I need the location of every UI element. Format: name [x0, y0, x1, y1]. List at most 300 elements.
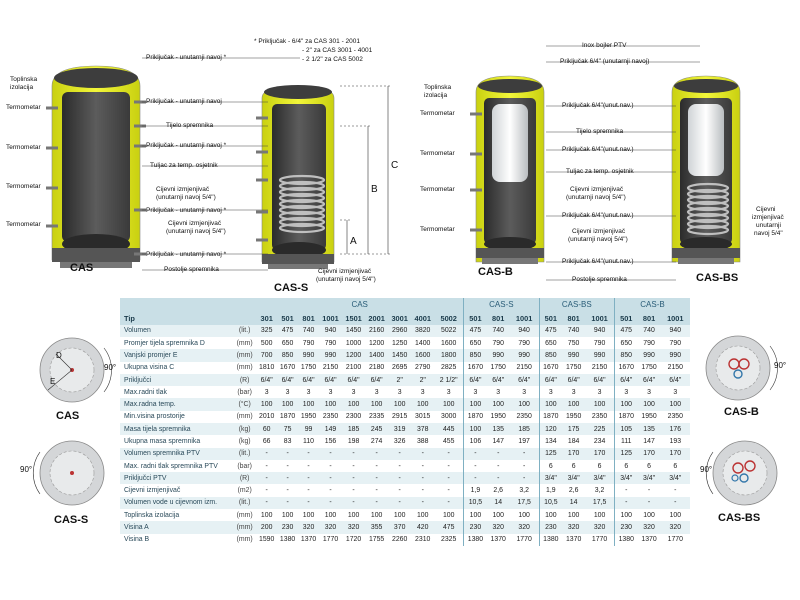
table-param-name: Ukupna visina C — [120, 362, 233, 374]
table-cell: - — [614, 497, 637, 509]
table-cell: 83 — [277, 435, 298, 447]
table-cell: 475 — [434, 521, 463, 533]
table-row — [120, 534, 690, 546]
table-cell: 170 — [638, 448, 661, 460]
table-cell: 990 — [562, 349, 585, 361]
table-cell: 200 — [256, 521, 277, 533]
table-cell: 790 — [585, 337, 614, 349]
caption-cas-b: CAS-B — [478, 266, 513, 278]
table-param-name: Volumen spremnika PTV — [120, 448, 233, 460]
table-cell: 1950 — [638, 411, 661, 423]
table-cell: 175 — [562, 423, 585, 435]
table-row — [120, 472, 690, 484]
table-cell: 2915 — [388, 411, 411, 423]
table-cell: 650 — [539, 337, 562, 349]
table-cell: 1200 — [365, 337, 388, 349]
table-cell: 990 — [298, 349, 319, 361]
table-cell: 100 — [661, 509, 690, 521]
table-cell: - — [661, 497, 690, 509]
table-header-model: 2001 — [365, 311, 388, 324]
table-cell: 100 — [298, 509, 319, 521]
table-param-name: Min.visina prostorije — [120, 411, 233, 423]
table-cell: 135 — [638, 423, 661, 435]
table-group-header: CAS — [256, 298, 463, 311]
table-cell: 475 — [614, 325, 637, 337]
table-row — [120, 497, 690, 509]
table-cell: 100 — [562, 398, 585, 410]
table-cell: 1670 — [277, 362, 298, 374]
table-cell: 850 — [614, 349, 637, 361]
table-cell: - — [342, 484, 365, 496]
label-tuljac-b: Tuljac za temp. osjetnik — [566, 168, 634, 175]
table-cell: 3 — [365, 386, 388, 398]
table-cell: 1250 — [388, 337, 411, 349]
table-cell: 2825 — [434, 362, 463, 374]
table-cell: - — [342, 448, 365, 460]
table-cell: - — [365, 497, 388, 509]
caption-cas-bs: CAS-BS — [696, 272, 739, 284]
table-cell: 125 — [539, 448, 562, 460]
table-param-name: Priključci PTV — [120, 472, 233, 484]
table-header-model: 801 — [562, 311, 585, 324]
table-cell: 6/4" — [319, 374, 342, 386]
table-param-name: Toplinska izolacija — [120, 509, 233, 521]
table-cell: 6/4" — [298, 374, 319, 386]
label-termometar-b3: Termometar — [420, 186, 455, 193]
table-cell: 106 — [464, 435, 487, 447]
table-cell: 2,6 — [562, 484, 585, 496]
table-cell: - — [365, 484, 388, 496]
table-cell: 2350 — [661, 411, 690, 423]
table-row — [120, 423, 690, 435]
table-param-unit: (bar) — [233, 386, 256, 398]
top-dim-d: D — [56, 351, 62, 360]
label-cijevni-b3: Cijevni izmjenjivač — [572, 228, 626, 235]
table-cell: - — [256, 460, 277, 472]
table-cell: 1400 — [411, 337, 434, 349]
table-cell: - — [411, 460, 434, 472]
table-cell: 2160 — [365, 325, 388, 337]
note-line-2: - 2" za CAS 3001 - 4001 — [302, 47, 373, 54]
label-prikljucak-unut-1: Priključak 6/4"(unut.nav.) — [562, 102, 634, 109]
table-cell: 100 — [411, 509, 434, 521]
label-termometar-2: Termometar — [6, 144, 41, 151]
table-group-row — [120, 298, 690, 311]
label-cijevni-2a: Cijevni izmjenjivač — [168, 220, 222, 227]
table-cell: 2150 — [319, 362, 342, 374]
table-header-model: 4001 — [411, 311, 434, 324]
table-cell: - — [434, 484, 463, 496]
table-cell: - — [298, 484, 319, 496]
table-cell: 6/4" — [464, 374, 487, 386]
label-cijevni-1a: Cijevni izmjenjivač — [156, 186, 210, 193]
table-cell: 6/4" — [585, 374, 614, 386]
table-cell: 320 — [510, 521, 539, 533]
table-cell: 1670 — [464, 362, 487, 374]
table-cell: 230 — [614, 521, 637, 533]
table-cell: 6/4" — [661, 374, 690, 386]
table-cell: 6/4" — [539, 374, 562, 386]
table-cell: 320 — [562, 521, 585, 533]
table-row — [120, 484, 690, 496]
label-prikljucak-2: Priključak - unutarnji navoj — [146, 98, 222, 105]
table-cell: 370 — [388, 521, 411, 533]
table-cell: 3 — [464, 386, 487, 398]
table-cell: 100 — [464, 423, 487, 435]
table-cell: 5022 — [434, 325, 463, 337]
label-termometar-4: Termometar — [6, 221, 41, 228]
table-cell: 1670 — [539, 362, 562, 374]
table-param-name: Volumen — [120, 325, 233, 337]
table-cell: 10,5 — [539, 497, 562, 509]
table-cell: 230 — [277, 521, 298, 533]
table-cell: 100 — [661, 398, 690, 410]
label-cijevni-b1: Cijevni izmjenjivač — [570, 186, 624, 193]
table-cell: 6 — [585, 460, 614, 472]
table-cell: 455 — [434, 435, 463, 447]
table-cell: 170 — [585, 448, 614, 460]
table-cell: - — [388, 448, 411, 460]
table-group-header: CAS-B — [614, 298, 690, 311]
table-cell: 700 — [256, 349, 277, 361]
table-cell: 940 — [585, 325, 614, 337]
label-cijevni-b2: (unutarnji navoj 5/4") — [566, 194, 626, 201]
table-cell: 990 — [585, 349, 614, 361]
table-cell: 245 — [365, 423, 388, 435]
table-cell: 2 1/2" — [434, 374, 463, 386]
table-cell: 100 — [614, 398, 637, 410]
spec-table — [120, 298, 690, 546]
table-cell: 3 — [614, 386, 637, 398]
table-cell: 1770 — [319, 534, 342, 546]
table-cell: 60 — [256, 423, 277, 435]
table-cell: - — [298, 472, 319, 484]
table-cell: 3 — [388, 386, 411, 398]
table-cell: 100 — [342, 509, 365, 521]
table-cell: 1800 — [434, 349, 463, 361]
label-prikljucak-64: Priključak 6/4" (unutarnji navoj) — [560, 58, 650, 65]
label-termometar-3: Termometar — [6, 183, 41, 190]
table-cell: - — [298, 460, 319, 472]
table-cell: 2180 — [365, 362, 388, 374]
table-cell: 100 — [388, 398, 411, 410]
table-cell: 100 — [585, 509, 614, 521]
table-cell: 3 — [298, 386, 319, 398]
table-cell: - — [365, 460, 388, 472]
table-cell: 2260 — [388, 534, 411, 546]
table-cell: 3 — [411, 386, 434, 398]
table-cell: 1000 — [342, 337, 365, 349]
table-cell: 100 — [365, 398, 388, 410]
table-cell: 6/4" — [510, 374, 539, 386]
table-cell: 320 — [638, 521, 661, 533]
table-cell: 1870 — [539, 411, 562, 423]
table-cell: 3 — [319, 386, 342, 398]
table-cell: 3820 — [411, 325, 434, 337]
table-cell: 445 — [434, 423, 463, 435]
table-cell: 1750 — [562, 362, 585, 374]
table-cell: 100 — [638, 509, 661, 521]
table-cell: - — [388, 497, 411, 509]
table-cell: 1770 — [585, 534, 614, 546]
table-cell: 10,5 — [464, 497, 487, 509]
table-cell: 100 — [434, 509, 463, 521]
table-cell: 6/4" — [562, 374, 585, 386]
table-header-model: 501 — [277, 311, 298, 324]
table-row — [120, 521, 690, 533]
table-cell: - — [256, 484, 277, 496]
table-cell: - — [510, 460, 539, 472]
table-row — [120, 325, 690, 337]
table-cell: 320 — [342, 521, 365, 533]
table-cell: 1870 — [614, 411, 637, 423]
table-cell: 6 — [661, 460, 690, 472]
table-header-model: 1001 — [510, 311, 539, 324]
table-header-tip: Tip — [120, 311, 256, 324]
table-param-unit: (mm) — [233, 337, 256, 349]
table-cell: - — [319, 484, 342, 496]
table-cell: 274 — [365, 435, 388, 447]
table-cell: 100 — [614, 509, 637, 521]
table-cell: - — [256, 497, 277, 509]
table-cell: 650 — [277, 337, 298, 349]
table-cell: - — [411, 448, 434, 460]
label-termometar-b1: Termometar — [420, 110, 455, 117]
table-cell: 135 — [487, 423, 510, 435]
table-cell: 500 — [256, 337, 277, 349]
top-dim-e: E — [50, 377, 56, 386]
table-header-model: 1001 — [319, 311, 342, 324]
table-cell: 650 — [614, 337, 637, 349]
table-header-model: 801 — [487, 311, 510, 324]
table-cell: 17,5 — [585, 497, 614, 509]
label-cijevni-bottom-b: (unutarnji navoj 5/4") — [316, 276, 376, 283]
table-cell: 100 — [464, 398, 487, 410]
table-cell: 193 — [661, 435, 690, 447]
label-cijevni-right-3: unutarnji — [756, 222, 781, 229]
label-cijevni-right-2: izmjenjivač — [752, 214, 784, 221]
table-param-name: Visina A — [120, 521, 233, 533]
table-cell: - — [277, 497, 298, 509]
table-param-unit: (R) — [233, 374, 256, 386]
angle-cas: 90° — [104, 363, 117, 372]
table-cell: - — [487, 460, 510, 472]
table-cell: 1870 — [277, 411, 298, 423]
table-cell: 225 — [585, 423, 614, 435]
table-cell: 100 — [277, 509, 298, 521]
table-cell: 1,9 — [464, 484, 487, 496]
table-cell: 100 — [319, 509, 342, 521]
table-param-unit: (lit.) — [233, 497, 256, 509]
table-cell: 3/4" — [539, 472, 562, 484]
table-cell: 1770 — [661, 534, 690, 546]
table-cell: 378 — [411, 423, 434, 435]
table-cell: 3000 — [434, 411, 463, 423]
table-cell: 750 — [562, 337, 585, 349]
table-header-model: 501 — [464, 311, 487, 324]
table-cell: 1600 — [434, 337, 463, 349]
table-param-name: Promjer tijela spremnika D — [120, 337, 233, 349]
table-cell: 149 — [319, 423, 342, 435]
table-cell: 1370 — [562, 534, 585, 546]
table-cell: 6/4" — [614, 374, 637, 386]
table-cell: 1380 — [277, 534, 298, 546]
table-cell: 2350 — [585, 411, 614, 423]
table-cell: 990 — [319, 349, 342, 361]
table-cell: 6/4" — [487, 374, 510, 386]
table-param-unit: (kg) — [233, 423, 256, 435]
table-cell: 650 — [464, 337, 487, 349]
table-cell: - — [614, 484, 637, 496]
table-cell: - — [319, 460, 342, 472]
table-cell: - — [434, 497, 463, 509]
table-cell: 790 — [638, 337, 661, 349]
table-param-name: Vanjski promjer E — [120, 349, 233, 361]
top-view-cas-bs — [706, 441, 777, 505]
table-cell: - — [434, 460, 463, 472]
table-cell: 3 — [510, 386, 539, 398]
table-cell: 2" — [411, 374, 434, 386]
table-cell: 326 — [388, 435, 411, 447]
table-param-name: Ukupna masa spremnika — [120, 435, 233, 447]
table-param-unit: (m2) — [233, 484, 256, 496]
table-cell: 105 — [614, 423, 637, 435]
table-cell: 111 — [614, 435, 637, 447]
table-header-model: 501 — [614, 311, 637, 324]
table-cell: - — [256, 472, 277, 484]
table-cell: 6 — [562, 460, 585, 472]
table-param-unit: (mm) — [233, 362, 256, 374]
table-cell: 134 — [539, 435, 562, 447]
table-cell: 1950 — [487, 411, 510, 423]
table-cell: - — [365, 448, 388, 460]
label-postolje-b: Postolje spremnika — [572, 276, 627, 283]
table-param-unit: (mm) — [233, 521, 256, 533]
table-cell: - — [510, 448, 539, 460]
table-param-unit: (°C) — [233, 398, 256, 410]
table-cell: 100 — [464, 509, 487, 521]
dim-b: B — [371, 184, 378, 195]
table-cell: 850 — [464, 349, 487, 361]
table-cell: 100 — [539, 398, 562, 410]
table-cell: 1200 — [342, 349, 365, 361]
table-header-model: 3001 — [388, 311, 411, 324]
table-cell: - — [434, 448, 463, 460]
table-cell: 230 — [464, 521, 487, 533]
table-cell: 475 — [277, 325, 298, 337]
table-cell: 2150 — [510, 362, 539, 374]
table-cell: 3/4" — [661, 472, 690, 484]
note-line-3: - 2 1/2" za CAS 5002 — [302, 56, 363, 63]
table-cell: - — [510, 472, 539, 484]
table-cell: 475 — [539, 325, 562, 337]
table-cell: 990 — [510, 349, 539, 361]
table-cell: 2350 — [319, 411, 342, 423]
table-cell: 100 — [411, 398, 434, 410]
table-cell: 1450 — [342, 325, 365, 337]
table-cell: 3 — [638, 386, 661, 398]
label-prikljucak-unut-4: Priključak 6/4"(unut.nav.) — [562, 258, 634, 265]
table-cell: 6/4" — [638, 374, 661, 386]
table-header-model: 5002 — [434, 311, 463, 324]
label-cijevni-b4: (unutarnji navoj 5/4") — [568, 236, 628, 243]
table-header-model: 1001 — [661, 311, 690, 324]
table-param-unit: (mm) — [233, 509, 256, 521]
label-prikljucak-unut-3: Priključak 6/4"(unut.nav.) — [562, 212, 634, 219]
table-cell: 3 — [256, 386, 277, 398]
table-cell: - — [298, 497, 319, 509]
table-cell: 170 — [661, 448, 690, 460]
table-cell: 1750 — [638, 362, 661, 374]
label-termometar-b4: Termometar — [420, 226, 455, 233]
table-group-spacer — [120, 298, 256, 311]
table-cell: 99 — [298, 423, 319, 435]
table-row — [120, 349, 690, 361]
table-cell: 3/4" — [562, 472, 585, 484]
table-cell: 3 — [434, 386, 463, 398]
label-cijevni-right-4: navoj 5/4" — [754, 230, 783, 237]
table-cell: - — [256, 448, 277, 460]
note-line-1: * Priključak - 6/4" za CAS 301 - 2001 — [254, 38, 360, 45]
table-cell: 3 — [585, 386, 614, 398]
label-cijevni-1b: (unutarnji navoj 5/4") — [156, 194, 216, 201]
table-param-name: Volumen vode u cijevnom izm. — [120, 497, 233, 509]
table-cell: - — [411, 484, 434, 496]
table-header-model: 301 — [256, 311, 277, 324]
table-cell: 2300 — [342, 411, 365, 423]
table-cell: 147 — [638, 435, 661, 447]
table-cell: - — [661, 484, 690, 496]
label-postolje: Postolje spremnika — [164, 266, 219, 273]
table-cell: 2350 — [510, 411, 539, 423]
table-cell: - — [487, 448, 510, 460]
table-param-name: Max.radni tlak — [120, 386, 233, 398]
label-termometar-b2: Termometar — [420, 150, 455, 157]
table-row — [120, 386, 690, 398]
table-cell: 850 — [277, 349, 298, 361]
label-tuljac: Tuljac za temp. osjetnik — [150, 162, 218, 169]
table-cell: 100 — [298, 398, 319, 410]
table-cell: 420 — [411, 521, 434, 533]
table-cell: 1950 — [562, 411, 585, 423]
table-cell: - — [277, 484, 298, 496]
dim-a: A — [350, 236, 357, 247]
table-cell: 147 — [487, 435, 510, 447]
table-row — [120, 337, 690, 349]
table-cell: 6/4" — [277, 374, 298, 386]
label-prikljucak-unut-2: Priključak 6/4"(unut.nav.) — [562, 146, 634, 153]
table-cell: - — [464, 472, 487, 484]
table-cell: - — [319, 472, 342, 484]
table-cell: - — [277, 448, 298, 460]
table-param-name: Max.radna temp. — [120, 398, 233, 410]
table-header-model: 501 — [539, 311, 562, 324]
table-cell: 185 — [510, 423, 539, 435]
table-cell: - — [319, 448, 342, 460]
table-header-model: 801 — [298, 311, 319, 324]
table-cell: 1770 — [510, 534, 539, 546]
table-row — [120, 374, 690, 386]
table-param-name: Max. radni tlak spremnika PTV — [120, 460, 233, 472]
table-cell: 17,5 — [510, 497, 539, 509]
table-cell: 2" — [388, 374, 411, 386]
table-cell: 1720 — [342, 534, 365, 546]
table-param-name: Priključci — [120, 374, 233, 386]
table-cell: 3/4" — [638, 472, 661, 484]
table-cell: 790 — [487, 337, 510, 349]
dim-c: C — [391, 160, 399, 171]
table-cell: 2150 — [585, 362, 614, 374]
